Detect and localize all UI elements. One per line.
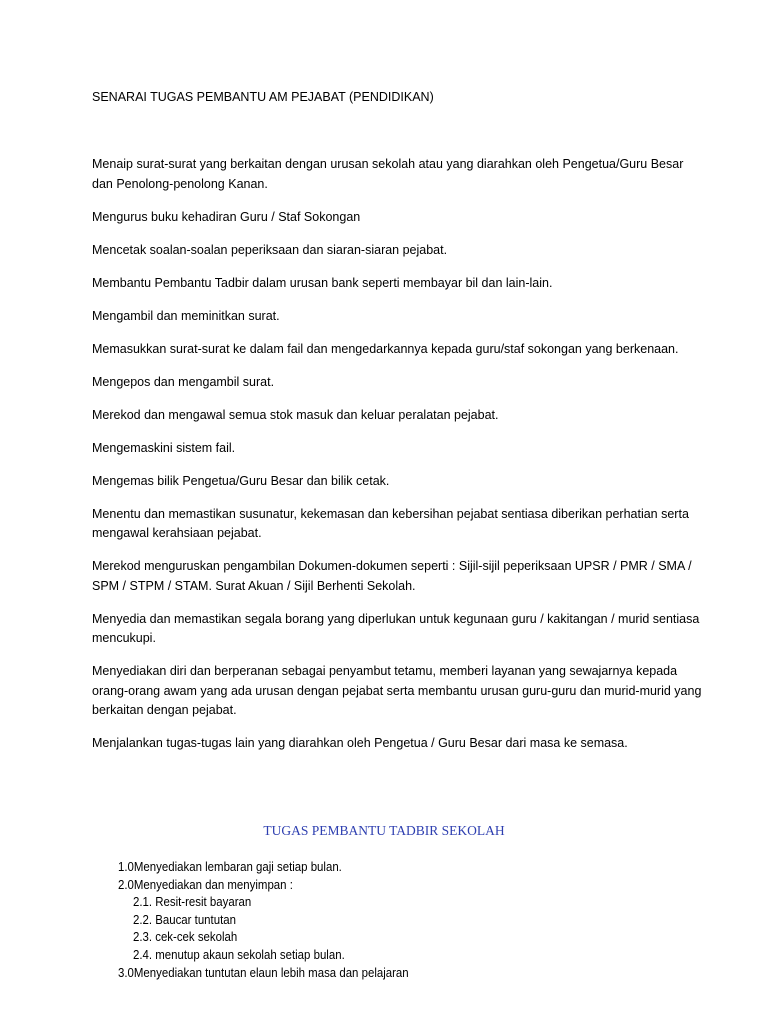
duty-item: Mencetak soalan-soalan peperiksaan dan siaran-siaran pejabat. <box>92 242 448 257</box>
task-subitem: 2.3. cek-cek sekolah <box>132 929 238 945</box>
task-subitem: 2.4. menutup akaun sekolah setiap bulan. <box>132 946 345 962</box>
duty-item: Mengemaskini sistem fail. <box>92 440 236 455</box>
duty-item: Merekod dan mengawal semua stok masuk dan keluar peralatan pejabat. <box>92 407 499 422</box>
duty-item: Mengepos dan mengambil surat. <box>92 374 275 389</box>
duty-item: Mengemas bilik Pengetua/Guru Besar dan bilik cetak. <box>92 473 390 488</box>
section-title: TUGAS PEMBANTU TADBIR SEKOLAH <box>263 823 505 838</box>
task-item: 3.0Menyediakan tuntutan elaun lebih masa dan pelajaran <box>118 964 409 980</box>
duty-item: Merekod menguruskan pengambilan Dokumen-dokumen seperti : Sijil-sijil peperiksaan UPSR / PMR / SMA / SPM / STPM / STAM. Surat Akuan / Sijil Berhenti Sekolah. <box>92 559 692 593</box>
document-title: SENARAI TUGAS PEMBANTU AM PEJABAT (PENDIDIKAN) <box>92 90 434 104</box>
task-item: 1.0Menyediakan lembaran gaji setiap bulan. <box>118 859 342 874</box>
duty-item: Menentu dan memastikan susunatur, kekemasan dan kebersihan pejabat sentiasa diberikan perhatian serta mengawal kerahsiaan pejabat. <box>92 506 689 540</box>
duty-item: Memasukkan surat-surat ke dalam fail dan mengedarkannya kepada guru/staf sokongan yang berkenaan. <box>92 341 679 356</box>
duty-item: Menyedia dan memastikan segala borang yang diperlukan untuk kegunaan guru / kakitangan / murid sentiasa mencukupi. <box>92 611 700 645</box>
tasks-list <box>118 858 409 981</box>
duty-item: Mengambil dan meminitkan surat. <box>92 308 280 323</box>
duty-item: Menjalankan tugas-tugas lain yang diarahkan oleh Pengetua / Guru Besar dari masa ke semasa. <box>92 736 628 750</box>
task-item: 2.0Menyediakan dan menyimpan : <box>118 876 293 892</box>
duty-item: Mengurus buku kehadiran Guru / Staf Sokongan <box>92 209 361 224</box>
duty-item: Membantu Pembantu Tadbir dalam urusan bank seperti membayar bil dan lain-lain. <box>92 275 553 290</box>
duty-item: Menyediakan diri dan berperanan sebagai penyambut tetamu, memberi layanan yang sewajarnya kepada orang-orang awam yang ada urusan dengan pejabat serta membantu urusan guru-guru dan murid-murid yang berkaitan dengan pejabat. <box>92 664 702 717</box>
task-subitem: 2.2. Baucar tuntutan <box>132 911 237 927</box>
duty-item: Menaip surat-surat yang berkaitan dengan urusan sekolah atau yang diarahkan oleh Pengetua/Guru Besar dan Penolong-penolong Kanan. <box>92 157 684 191</box>
task-subitem: 2.1. Resit-resit bayaran <box>132 894 252 910</box>
duties-list <box>92 155 702 767</box>
